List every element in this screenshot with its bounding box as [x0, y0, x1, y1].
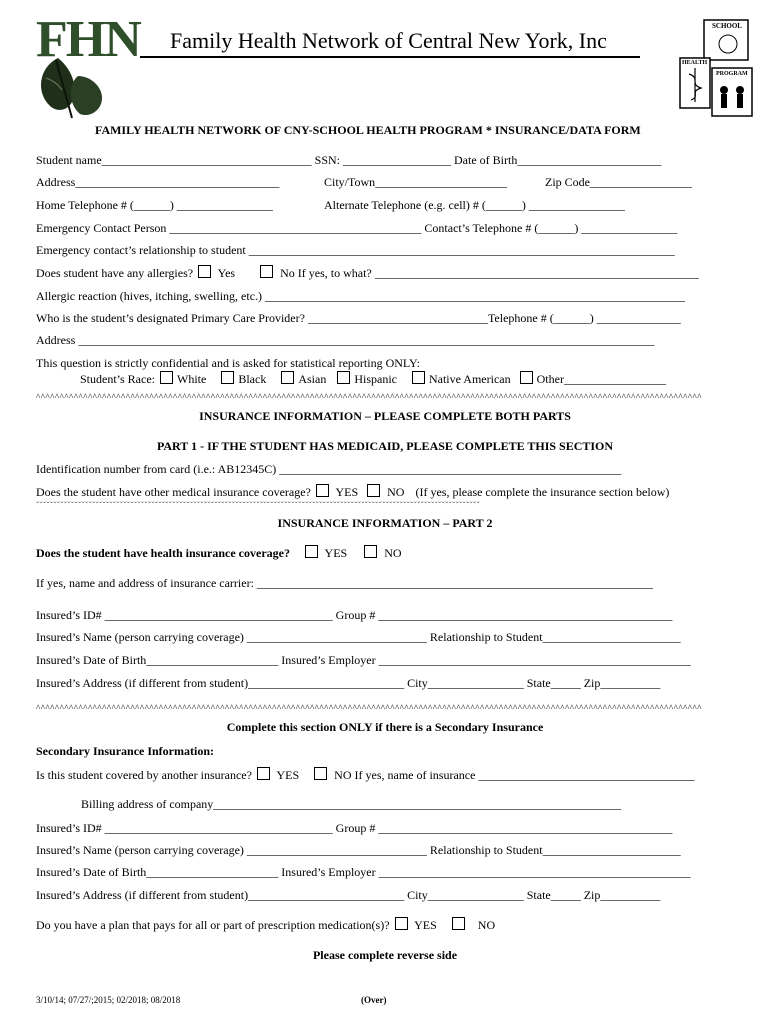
allergies-no-checkbox[interactable] [260, 265, 273, 278]
home-phone-field[interactable]: Home Telephone # (______) ________________ [36, 198, 273, 212]
pcp-address-field[interactable]: Address ________________________________________________________________________________________________ [36, 333, 655, 347]
race-black-checkbox[interactable] [221, 371, 234, 384]
secondary-insured-dob-field[interactable]: Insured’s Date of Birth______________________ Insured’s Employer ____________________________________________________ [36, 865, 691, 879]
health-coverage-row [36, 545, 402, 560]
health-coverage-question: Does the student have health insurance coverage? [36, 546, 290, 560]
race-label: Student’s Race: [80, 372, 155, 386]
section-separator-2: ^^^^^^^^^^^^^^^^^^^^^^^^^^^^^^^^^^^^^^^^^^^^^^^^^^^^^^^^^^^^^^^^^^^^^^^^^^^^^^^^^^^^^^^^^^^^^^^^^^^^^^^^^^^^^^^^^^^^^^^^^^^^^^^^^^^^^^^^^^^^^ [36, 703, 702, 713]
race-black-label: Black [238, 372, 267, 386]
race-native-american-label: Native American [428, 372, 511, 386]
other-coverage-row [36, 484, 669, 499]
race-asian-checkbox[interactable] [281, 371, 294, 384]
other-coverage-note: (If yes, please complete the insurance section below) [415, 485, 670, 499]
insured-name-field[interactable]: Insured’s Name (person carrying coverage) ______________________________ Relationship to Student_______________________ [36, 630, 681, 644]
student-name-field[interactable]: Student name___________________________________ SSN: __________________ Date of Birth________________________ [36, 153, 662, 167]
race-row [80, 371, 666, 386]
secondary-covered-question: Is this student covered by another insurance? [36, 768, 252, 782]
race-hispanic-checkbox[interactable] [337, 371, 350, 384]
allergies-yes-checkbox[interactable] [198, 265, 211, 278]
other-coverage-no-checkbox[interactable] [367, 484, 380, 497]
caduceus-seal-icon [676, 18, 756, 122]
seal-top-label: SCHOOL [712, 22, 742, 30]
secondary-yes-label: YES [276, 768, 300, 782]
form-title: FAMILY HEALTH NETWORK OF CNY-SCHOOL HEALTH PROGRAM * INSURANCE/DATA FORM [95, 123, 641, 137]
health-coverage-yes-checkbox[interactable] [305, 545, 318, 558]
logo-text: FHN [36, 11, 140, 68]
organization-title: Family Health Network of Central New York, Inc [170, 28, 607, 53]
race-white-label: White [177, 372, 207, 386]
health-coverage-yes-label: YES [324, 546, 348, 560]
section-separator: ^^^^^^^^^^^^^^^^^^^^^^^^^^^^^^^^^^^^^^^^^^^^^^^^^^^^^^^^^^^^^^^^^^^^^^^^^^^^^^^^^^^^^^^^^^^^^^^^^^^^^^^^^^^^^^^^^^^^^^^^^^^^^^^^^^^^^^^^^^^^^ [36, 392, 702, 402]
secondary-title: Complete this section ONLY if there is a Secondary Insurance [226, 720, 544, 734]
race-white-checkbox[interactable] [160, 371, 173, 384]
confidential-note: This question is strictly confidential and is asked for statistical reporting ONLY: [36, 356, 420, 370]
race-other-checkbox[interactable] [520, 371, 533, 384]
allergies-yes-label: Yes [217, 266, 236, 280]
secondary-insured-name-field[interactable]: Insured’s Name (person carrying coverage) ______________________________ Relationship to Student_______________________ [36, 843, 681, 857]
prescription-row [36, 917, 495, 932]
race-hispanic-label: Hispanic [354, 372, 397, 386]
over-label: (Over) [361, 995, 387, 1005]
allergies-question: Does student have any allergies? [36, 266, 194, 280]
other-coverage-question: Does the student have other medical insurance coverage? [36, 485, 311, 499]
address-field[interactable]: Address__________________________________ [36, 175, 280, 189]
fhn-logo [28, 11, 148, 126]
part2-title: INSURANCE INFORMATION – PART 2 [277, 516, 493, 530]
secondary-covered-row [36, 767, 694, 782]
revision-dates: 3/10/14; 07/27/;2015; 02/2018; 08/2018 [36, 995, 181, 1005]
other-coverage-yes-label: YES [335, 485, 359, 499]
wave-separator: ˇˇˇˇˇˇˇˇˇˇˇˇˇˇˇˇˇˇˇˇˇˇˇˇˇˇˇˇˇˇˇˇˇˇˇˇˇˇˇˇˇˇˇˇˇˇˇˇˇˇˇˇˇˇˇˇˇˇˇˇˇˇˇˇˇˇˇˇˇˇˇˇˇˇˇˇˇˇˇˇˇˇˇˇˇˇˇˇˇˇˇˇˇˇˇˇˇˇˇˇˇˇˇˇˇˇˇˇˇˇˇˇˇˇˇˇˇˇˇˇˇˇˇˇˇˇˇ [36, 500, 481, 510]
secondary-insured-address-field[interactable]: Insured’s Address (if different from student)__________________________ City________________ State_____ Zip__________ [36, 888, 661, 902]
prescription-no-label: NO [477, 918, 496, 932]
allergic-reaction-field[interactable]: Allergic reaction (hives, itching, swelling, etc.) ______________________________________________________________________ [36, 289, 686, 303]
school-health-program-seal [676, 18, 756, 122]
insurance-carrier-field[interactable]: If yes, name and address of insurance carrier: __________________________________________________________________ [36, 576, 653, 590]
alt-phone-field[interactable]: Alternate Telephone (e.g. cell) # (______) ________________ [324, 198, 625, 212]
other-coverage-yes-checkbox[interactable] [316, 484, 329, 497]
title-underline [140, 56, 640, 58]
race-asian-label: Asian [298, 372, 327, 386]
allergies-row [36, 265, 699, 280]
prescription-yes-label: YES [414, 918, 437, 932]
race-native-american-checkbox[interactable] [412, 371, 425, 384]
insured-id-field[interactable]: Insured’s ID# ______________________________________ Group # _________________________________________________ [36, 608, 673, 622]
health-coverage-no-label: NO [384, 546, 402, 560]
medicaid-id-field[interactable]: Identification number from card (i.e.: AB12345C) _________________________________________________________ [36, 462, 622, 476]
secondary-yes-checkbox[interactable] [257, 767, 270, 780]
seal-right-label: PROGRAM [716, 71, 748, 77]
prescription-no-checkbox[interactable] [452, 917, 465, 930]
part1-title: PART 1 - IF THE STUDENT HAS MEDICAID, PLEASE COMPLETE THIS SECTION [156, 439, 614, 453]
allergies-no-label[interactable]: No If yes, to what? ______________________________________________________ [280, 266, 699, 280]
city-field[interactable]: City/Town______________________ [324, 175, 508, 189]
other-coverage-no-label: NO [387, 485, 405, 499]
insured-dob-field[interactable]: Insured’s Date of Birth______________________ Insured’s Employer ____________________________________________________ [36, 653, 691, 667]
zip-field[interactable]: Zip Code_________________ [545, 175, 692, 189]
pcp-field[interactable]: Who is the student’s designated Primary Care Provider? ______________________________Telephone # (______) ______________ [36, 311, 681, 325]
billing-address-field[interactable]: Billing address of company____________________________________________________________________ [81, 797, 622, 811]
insured-address-field[interactable]: Insured’s Address (if different from student)__________________________ City________________ State_____ Zip__________ [36, 676, 661, 690]
secondary-no-checkbox[interactable] [314, 767, 327, 780]
secondary-insured-id-field[interactable]: Insured’s ID# ______________________________________ Group # _________________________________________________ [36, 821, 673, 835]
secondary-no-label[interactable]: NO If yes, name of insurance ____________________________________ [334, 768, 695, 782]
prescription-question: Do you have a plan that pays for all or part of prescription medication(s)? [36, 918, 390, 932]
race-other-label[interactable]: Other_________________ [536, 372, 666, 386]
prescription-yes-checkbox[interactable] [395, 917, 408, 930]
reverse-side-note: Please complete reverse side [312, 948, 458, 962]
seal-left-label: HEALTH [682, 60, 708, 66]
emergency-contact-field[interactable]: Emergency Contact Person __________________________________________ Contact’s Telephone # (______) ________________ [36, 221, 678, 235]
emergency-relationship-field[interactable]: Emergency contact’s relationship to student _______________________________________________________________________ [36, 243, 675, 257]
health-coverage-no-checkbox[interactable] [364, 545, 377, 558]
secondary-heading: Secondary Insurance Information: [36, 744, 215, 758]
insurance-header: INSURANCE INFORMATION – PLEASE COMPLETE BOTH PARTS [199, 409, 571, 423]
